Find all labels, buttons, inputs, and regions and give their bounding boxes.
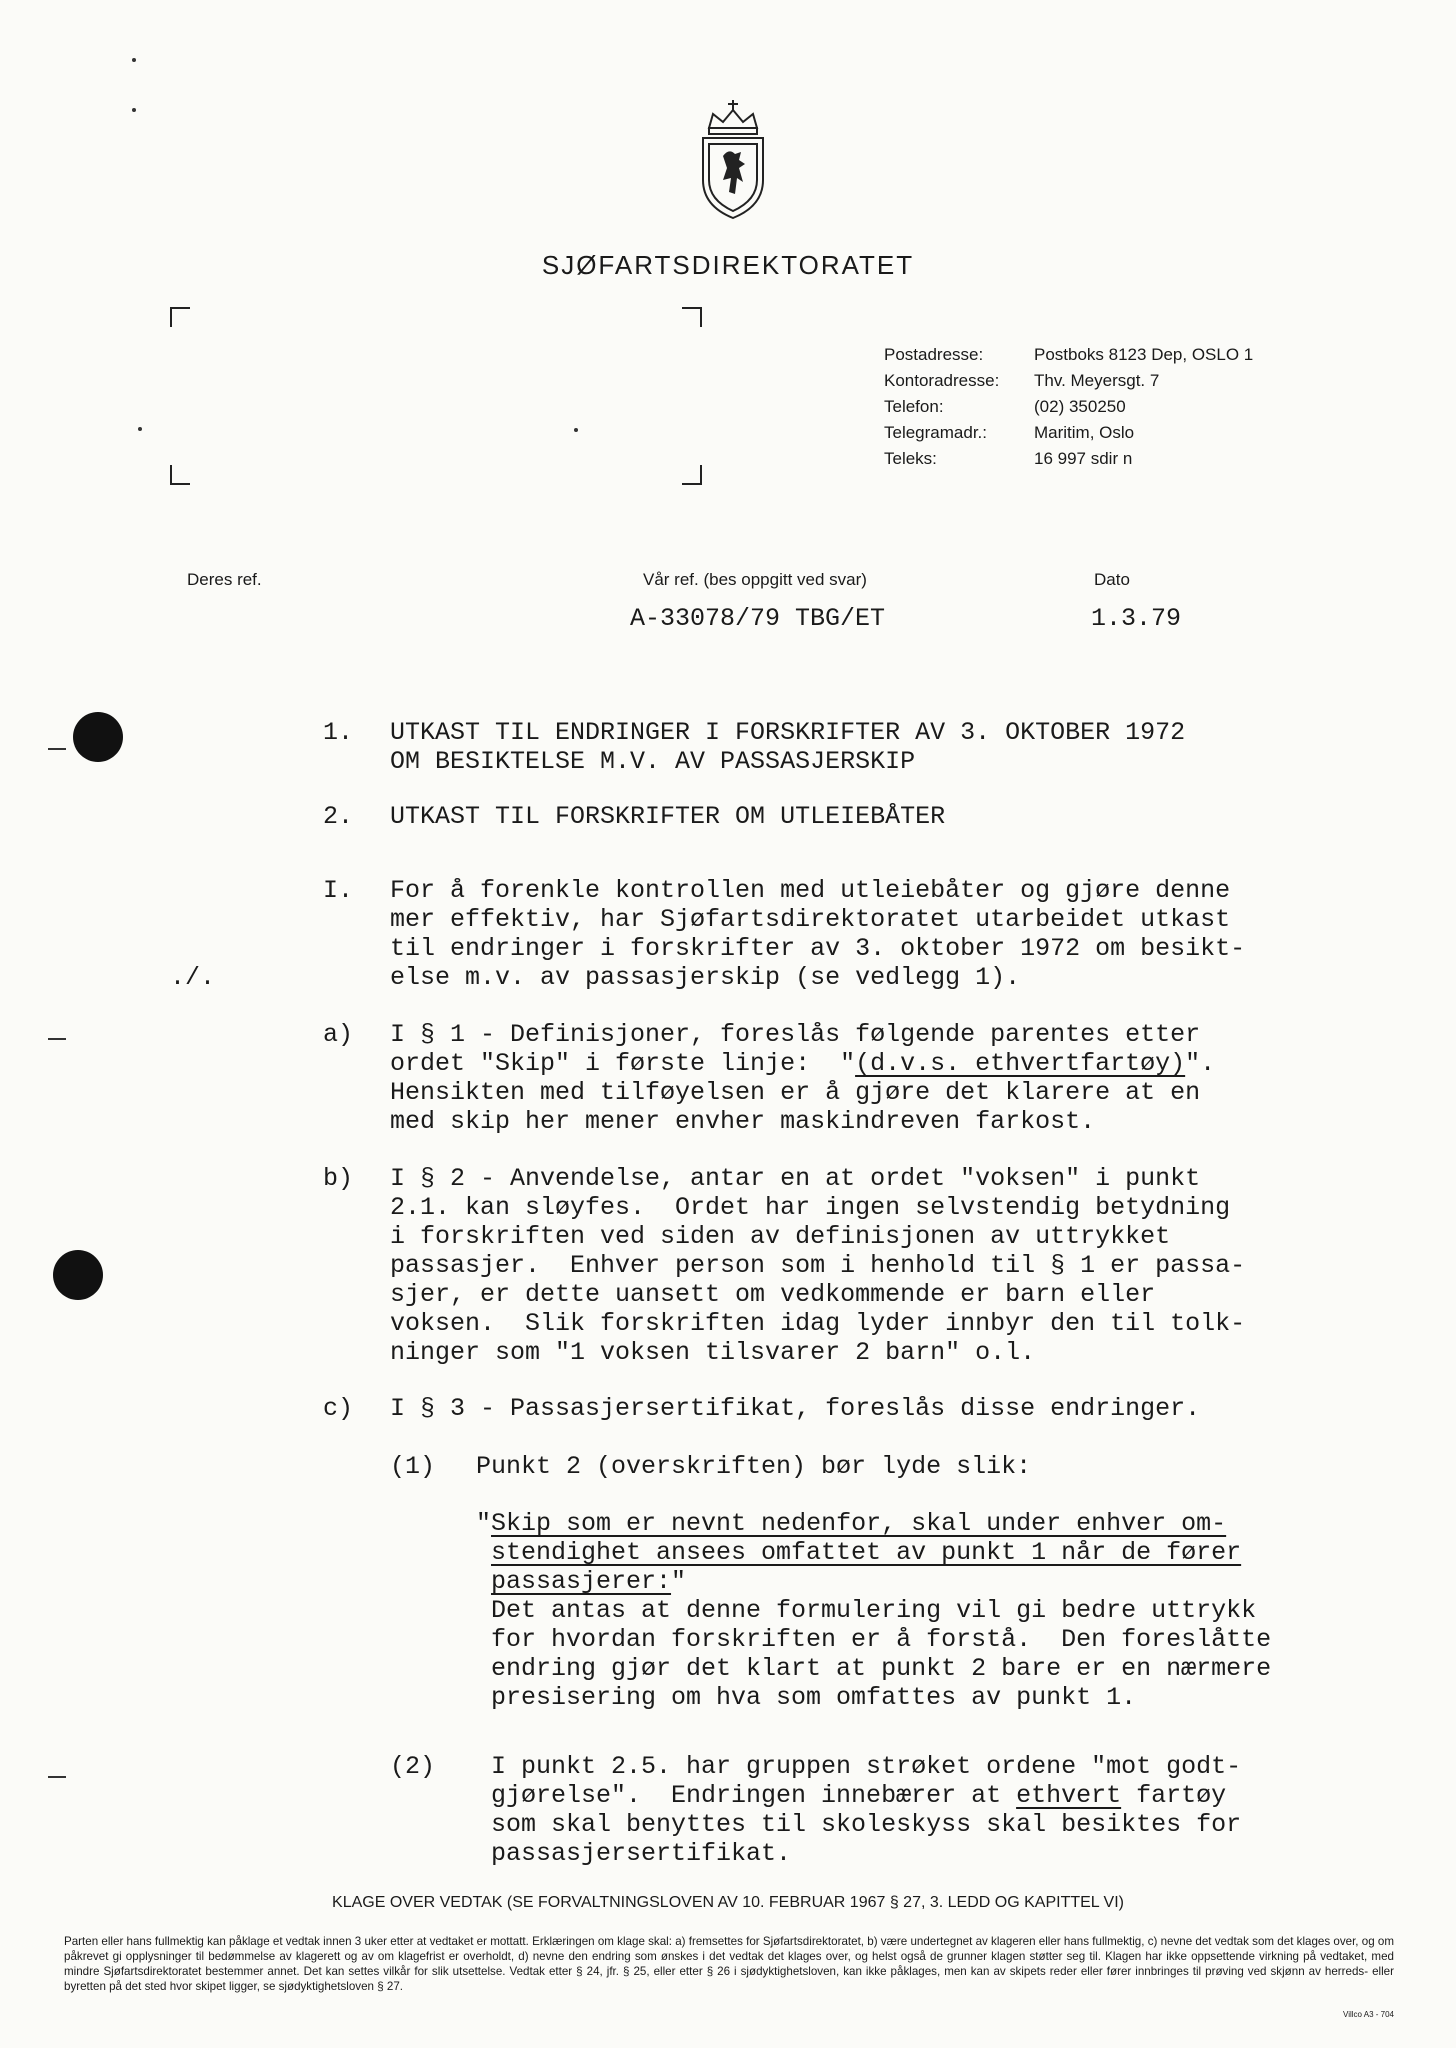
address-window-corner bbox=[682, 465, 702, 485]
paragraph-line: mer effektiv, har Sjøfartsdirektoratet utarbeidet utkast bbox=[390, 905, 1231, 934]
margin-tick bbox=[48, 1038, 66, 1040]
text-run: fartøy bbox=[1121, 1781, 1227, 1810]
deres-ref-label: Deres ref. bbox=[187, 570, 262, 589]
paragraph-line: For å forenkle kontrollen med utleiebåter og gjøre denne bbox=[390, 876, 1231, 905]
heading-line: OM BESIKTELSE M.V. AV PASSASJERSKIP bbox=[390, 747, 916, 776]
sub-item-number: (1) bbox=[390, 1452, 436, 1481]
paragraph-line: endring gjør det klart at punkt 2 bare er en nærmere bbox=[491, 1654, 1272, 1683]
paragraph-line: Punkt 2 (overskriften) bør lyde slik: bbox=[476, 1452, 1032, 1481]
item-letter: c) bbox=[323, 1394, 354, 1423]
paragraph-line: med skip her mener envher maskindreven farkost. bbox=[390, 1107, 1096, 1136]
paragraph-line: I § 1 - Definisjoner, foreslås følgende parentes etter bbox=[390, 1020, 1201, 1049]
sub-item-number: (2) bbox=[390, 1752, 436, 1781]
quote-mark: " bbox=[671, 1567, 687, 1596]
norwegian-coat-of-arms-icon bbox=[695, 98, 771, 220]
agency-name: SJØFARTSDIREKTORATET bbox=[541, 250, 915, 280]
paper-speck bbox=[574, 428, 578, 432]
punch-hole bbox=[73, 712, 123, 762]
heading-line: UTKAST TIL ENDRINGER I FORSKRIFTER AV 3. OKTOBER 1972 bbox=[390, 718, 1186, 747]
underlined-text: (d.v.s. ethvertfartøy) bbox=[855, 1049, 1186, 1078]
text-run: gjørelse". Endringen innebærer at bbox=[491, 1781, 1017, 1810]
paragraph-line: else m.v. av passasjerskip (se vedlegg 1). bbox=[390, 963, 1021, 992]
quote-mark: " bbox=[476, 1509, 492, 1538]
text-run: ". bbox=[1185, 1049, 1216, 1078]
section-number: I. bbox=[323, 876, 354, 905]
item-letter: b) bbox=[323, 1164, 354, 1193]
contact-value: 16 997 sdir n bbox=[1034, 449, 1133, 468]
paragraph-line bbox=[390, 1049, 1215, 1078]
punch-hole bbox=[53, 1250, 103, 1300]
contact-block bbox=[884, 342, 1253, 472]
contact-value: Thv. Meyersgt. 7 bbox=[1034, 371, 1160, 390]
paragraph-line: voksen. Slik forskriften idag lyder innbyr den til tolk- bbox=[390, 1309, 1246, 1338]
paper-speck bbox=[132, 108, 136, 112]
quote-line bbox=[491, 1567, 686, 1596]
paragraph-line: i forskriften ved siden av definisjonen av uttrykket bbox=[390, 1222, 1171, 1251]
paper-speck bbox=[138, 427, 142, 431]
date-value: 1.3.79 bbox=[1091, 604, 1182, 633]
heading-line: UTKAST TIL FORSKRIFTER OM UTLEIEBÅTER bbox=[390, 802, 946, 831]
paragraph-line: I punkt 2.5. har gruppen strøket ordene "mot godt- bbox=[491, 1752, 1242, 1781]
dato-label: Dato bbox=[1094, 570, 1130, 589]
contact-value: (02) 350250 bbox=[1034, 397, 1126, 416]
underlined-text: Skip som er nevnt nedenfor, skal under enhver om- bbox=[491, 1509, 1227, 1538]
address-window-corner bbox=[170, 465, 190, 485]
appeal-notice-title: KLAGE OVER VEDTAK (SE FORVALTNINGSLOVEN AV 10. FEBRUAR 1967 § 27, 3. LEDD OG KAPITTEL VI) bbox=[332, 1894, 1124, 1911]
underlined-text: ethvert bbox=[1016, 1781, 1122, 1810]
margin-note: ./. bbox=[170, 963, 216, 992]
paragraph-line: Det antas at denne formulering vil gi bedre uttrykk bbox=[491, 1596, 1257, 1625]
address-window-corner bbox=[682, 307, 702, 327]
paper-speck bbox=[132, 58, 136, 62]
margin-tick bbox=[48, 1776, 66, 1778]
heading-number: 1. bbox=[323, 718, 354, 747]
var-ref-label: Vår ref. (bes oppgitt ved svar) bbox=[643, 570, 867, 589]
paragraph-line: passasjer. Enhver person som i henhold til § 1 er passa- bbox=[390, 1251, 1246, 1280]
address-window-corner bbox=[170, 307, 190, 327]
item-letter: a) bbox=[323, 1020, 354, 1049]
quote-line bbox=[491, 1538, 1241, 1567]
paragraph-line: I § 3 - Passasjersertifikat, foreslås disse endringer. bbox=[390, 1394, 1201, 1423]
appeal-notice-text: Parten eller hans fullmektig kan påklage et vedtak innen 3 uker etter at vedtaket er mottatt. Erklæringen om klage skal: a) fremsettes for Sjøfartsdirektoratet, b) være undertegnet av klageren eller hans fullmektig, c) nevne det vedtak som det klages over, og om påkrevet gi opplysninger til bedømmelse av klagerett og av om klagefrist er overholdt, d) nevne den endring som ønskes i det vedtak det klages over, og helst også de grunner klagen støtter seg til. Klagen har ikke oppsettende virkning på vedtaket, med mindre Sjøfartsdirektoratet bestemmer annet. Det kan settes vilkår for slik utsettelse. Vedtak etter § 24, jfr. § 25, eller etter § 26 i sjødyktighetsloven, kan ikke påklages, men kan av skipets reder eller fører innbringes til prøving ved skjønn av herreds- eller byretten på det sted hvor skipet ligger, se sjødyktighetsloven § 27. bbox=[64, 1935, 1394, 1993]
contact-label: Telefon: bbox=[884, 397, 944, 416]
contact-value: Postboks 8123 Dep, OSLO 1 bbox=[1034, 345, 1254, 364]
paragraph-line: som skal benyttes til skoleskyss skal besiktes for bbox=[491, 1810, 1242, 1839]
paragraph-line: Hensikten med tilføyelsen er å gjøre det klarere at en bbox=[390, 1078, 1201, 1107]
contact-label: Telegramadr.: bbox=[884, 423, 987, 442]
paragraph-line: til endringer i forskrifter av 3. oktober 1972 om besikt- bbox=[390, 934, 1246, 963]
heading-number: 2. bbox=[323, 802, 354, 831]
paragraph-line: for hvordan forskriften er å forstå. Den foreslåtte bbox=[491, 1625, 1272, 1654]
contact-label: Kontoradresse: bbox=[884, 371, 1000, 390]
contact-label: Postadresse: bbox=[884, 345, 984, 364]
paragraph-line: passasjersertifikat. bbox=[491, 1839, 792, 1868]
contact-value: Maritim, Oslo bbox=[1034, 423, 1135, 442]
paragraph-line: I § 2 - Anvendelse, antar en at ordet "voksen" i punkt bbox=[390, 1164, 1201, 1193]
underlined-text: stendighet ansees omfattet av punkt 1 når de fører bbox=[491, 1538, 1242, 1567]
text-run: ordet "Skip" i første linje: " bbox=[390, 1049, 856, 1078]
printer-mark: Villco A3 - 704 bbox=[1343, 2010, 1394, 2019]
var-ref-value: A-33078/79 TBG/ET bbox=[630, 604, 886, 633]
paragraph-line: 2.1. kan sløyfes. Ordet har ingen selvstendig betydning bbox=[390, 1193, 1231, 1222]
paragraph-line: ninger som "1 voksen tilsvarer 2 barn" o.l. bbox=[390, 1338, 1036, 1367]
paragraph-line: presisering om hva som omfattes av punkt 1. bbox=[491, 1683, 1137, 1712]
quote-line bbox=[476, 1509, 1226, 1538]
underlined-text: passasjerer: bbox=[491, 1567, 672, 1596]
paragraph-line: sjer, er dette uansett om vedkommende er barn eller bbox=[390, 1280, 1156, 1309]
contact-label: Teleks: bbox=[884, 449, 937, 468]
paragraph-line bbox=[491, 1781, 1226, 1810]
margin-tick bbox=[48, 748, 66, 750]
